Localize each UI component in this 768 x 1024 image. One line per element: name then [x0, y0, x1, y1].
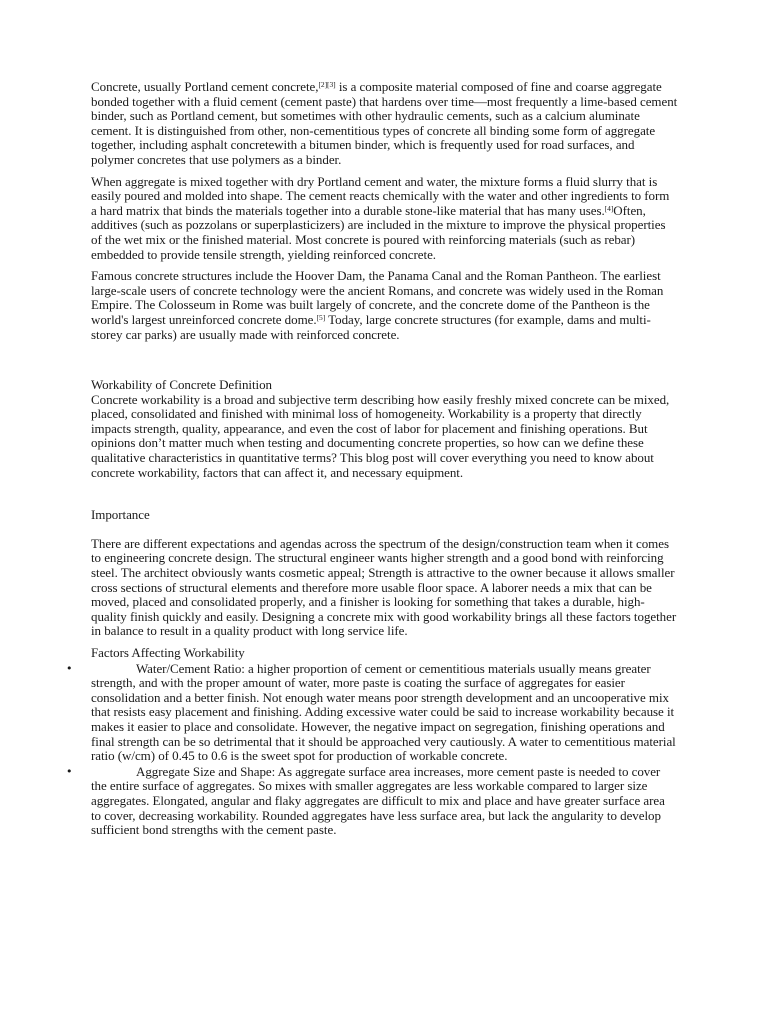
list-item [66, 660, 678, 764]
bullet-icon: • [66, 764, 73, 778]
importance-heading: Importance [91, 507, 150, 523]
intro-text-start: Concrete, usually Portland cement concrete, [91, 79, 319, 94]
mixing-paragraph [91, 175, 678, 263]
citation-2-3[interactable]: [2][3] [318, 80, 336, 89]
list-item [66, 763, 678, 838]
factor-term: Water/Cement Ratio: [136, 660, 245, 676]
structures-text-start: Famous concrete structures include the Hoover Dam, the Panama Canal and the Roman Pantheon. The earliest large-scale users of concrete technology were the ancient Romans, and concrete was widely used in the Roman Empire. The Colosseum in Rome was built largely of concrete, and the concrete dome of the Pantheon is the world's largest unreinforced concrete dome. [91, 268, 664, 327]
factor-term: Aggregate Size and Shape: [136, 763, 276, 779]
workability-paragraph: Concrete workability is a broad and subjective term describing how easily freshly mixed concrete can be mixed, placed, consolidated and finished with minimal loss of homogeneity. Workability is a property that directly impacts strength, quality, appearance, and even the cost of labor for placement and finishing operations. But opinions don’t matter much when testing and documenting concrete properties, so how can we define these qualitative characteristics in quantitative terms? This blog post will cover everything you need to know about concrete workability, factors that can affect it, and necessary equipment. [91, 391, 670, 480]
document-page [66, 79, 678, 839]
intro-text-rest: is a composite material composed of fine and coarse aggregate bonded together with a fluid cement (cement paste) that hardens over time—most frequently a lime-based cement binder, such as Portland cement, but sometimes with other hydraulic cements, such as a calcium aluminate cement. It is distinguished from other, non-cementitious types of concrete all binding some form of aggregate together, including asphalt concretewith a bitumen binder, which is frequently used for road surfaces, and polymer concretes that use polymers as a binder. [91, 79, 678, 167]
mixing-text-start: When aggregate is mixed together with dry Portland cement and water, the mixture forms a fluid slurry that is easily poured and molded into shape. The cement reacts chemically with the water and other ingredients to form a hard matrix that binds the materials together into a durable stone-like material that has many uses. [91, 173, 670, 218]
spacer [91, 487, 678, 508]
intro-paragraph [91, 80, 678, 168]
workability-heading: Workability of Concrete Definition [91, 377, 273, 393]
citation-5[interactable]: [5] [316, 312, 326, 322]
citation-4[interactable]: [4] [604, 203, 614, 213]
factors-list [66, 660, 678, 838]
importance-paragraph: There are different expectations and agendas across the spectrum of the design/construction team when it comes to engineering concrete design. The structural engineer wants higher strength and a good bond with reinforcing steel. The architect obviously wants cosmetic appeal; Strength is attractive to the owner because it allows smaller cross sections of structural elements and therefore more usable floor space. A laborer needs a mix that can be moved, placed and consolidated properly, and a finisher is looking for something that takes a durable, high-quality finish quickly and easily. Designing a concrete mix with good workability brings all these factors together in balance to result in a quality product with long service life. [91, 535, 677, 639]
bullet-icon: • [66, 661, 73, 675]
structures-text-rest: Today, large concrete structures (for example, dams and multi-storey car parks) are usually made with reinforced concrete. [91, 311, 651, 342]
factor-text: a higher proportion of cement or cementitious materials usually means greater strength, and with the proper amount of water, more paste is coating the surface of aggregates for easier consolidation and a better finish. Not enough water means poor strength development and an uncooperative mix that resists easy placement and finishing. Adding excessive water could be said to increase workability because it makes it easier to place and consolidate. However, the negative impact on segregation, finishing operations and final strength can be so detrimental that it should be approached very cautiously. A water to cementitious material ratio (w/cm) of 0.45 to 0.6 is the sweet spot for production of workable concrete. [91, 660, 676, 764]
structures-paragraph [91, 269, 678, 342]
spacer [91, 349, 678, 378]
factor-text: As aggregate surface area increases, more cement paste is needed to cover the entire surface of aggregates. So mixes with smaller aggregates are less workable compared to larger size aggregates. Elongated, angular and flaky aggregates are difficult to mix and place and have greater surface area to cover, decreasing workability. Rounded aggregates have less surface area, but lack the angularity to develop sufficient bond strengths with the cement paste. [91, 763, 665, 838]
mixing-text-rest: Often, additives (such as pozzolans or superplasticizers) are included in the mixture to improve the physical properties of the wet mix or the finished material. Most concrete is poured with reinforcing materials (such as rebar) embedded to provide tensile strength, yielding reinforced concrete. [91, 202, 666, 262]
factors-heading: Factors Affecting Workability [91, 645, 245, 660]
